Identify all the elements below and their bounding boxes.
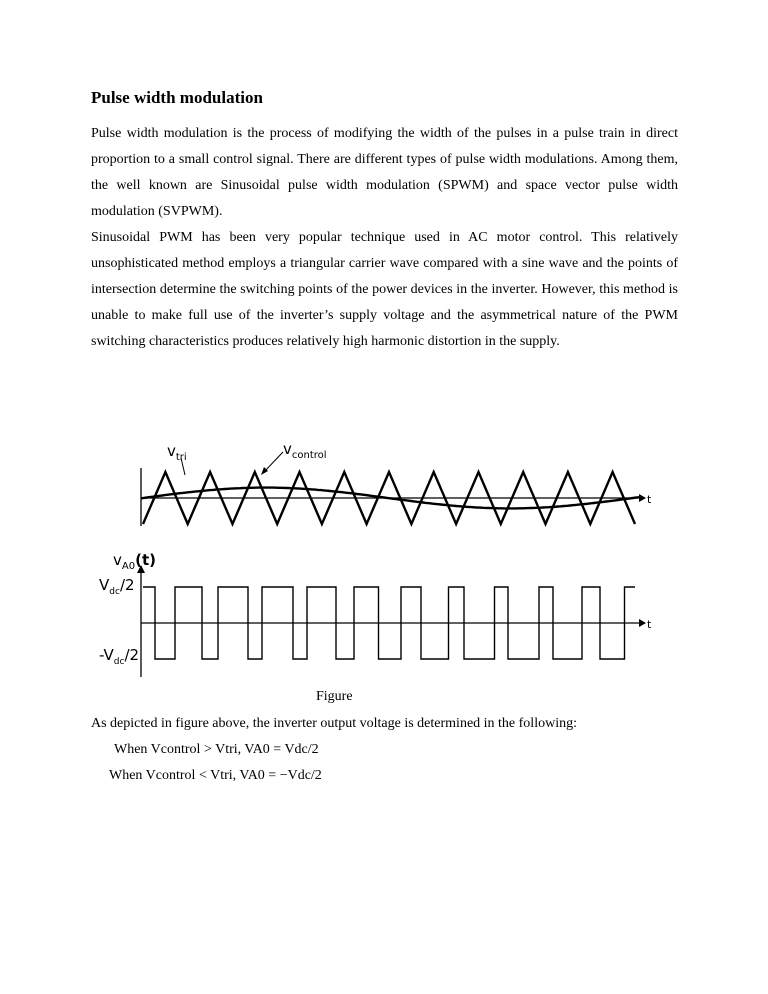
vcontrol-label: $v_{control}$ [283, 440, 327, 461]
condition-positive: When Vcontrol > Vtri, VA0 = Vdc/2 [114, 742, 319, 757]
pwm-figure [93, 437, 653, 679]
vtri-label: $v_{tri}$ [167, 442, 187, 463]
condition-negative: When Vcontrol < Vtri, VA0 = −Vdc/2 [109, 768, 322, 783]
top-axis-arrow [639, 494, 646, 502]
bottom-axis-arrow [639, 619, 646, 627]
section-heading: Pulse width modulation [91, 88, 263, 107]
paragraph-definition: Pulse width modulation is the process of modifying the width of the pulses in a pulse train in direct proportion to a small control signal. There are different types of pulse width modulations. Among them, the well known are Sinusoidal pulse width modulation (SPWM) and space vector pulse width modulation (SVPWM). [91, 126, 678, 219]
top-time-label: t [647, 493, 652, 506]
paragraph-sinusoidal-pwm: Sinusoidal PWM has been very popular technique used in AC motor control. This relatively unsophisticated method employs a triangular carrier wave compared with a sine wave and the points of intersection determine the switching points of the power devices in the inverter. However, this method is unable to make full use of the inverter’s supply voltage and the asymmetrical nature of the PWM switching characteristics produces relatively high harmonic distortion in the supply. [91, 230, 678, 349]
figure-caption: Figure [316, 689, 353, 704]
bottom-time-label: t [647, 618, 652, 631]
va0-label: $v_{A0}(t)$ [113, 551, 156, 572]
pos-level-label: $V_{dc}/2$ [99, 576, 135, 597]
neg-level-label: $-V_{dc}/2$ [99, 646, 140, 667]
explanation-line: As depicted in figure above, the inverter output voltage is determined in the following: [91, 716, 577, 731]
